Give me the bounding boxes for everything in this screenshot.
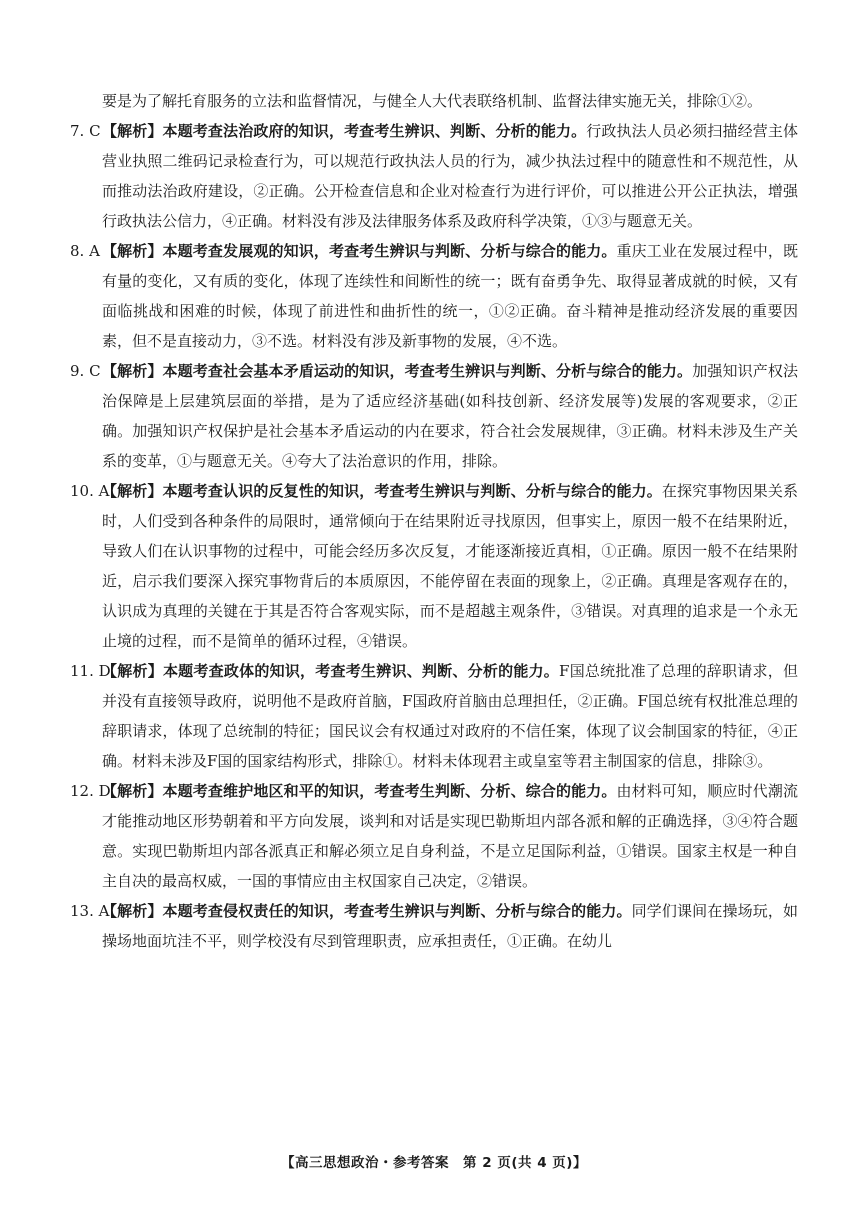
item-number: 10. A xyxy=(70,482,110,500)
item-number: 12. D xyxy=(70,782,111,800)
answer-content xyxy=(70,86,798,956)
intro-continuation: 要是为了解托育服务的立法和监督情况，与健全人大代表联络机制、监督法律实施无关，排除①②。 xyxy=(102,92,763,110)
answer-item-8 xyxy=(70,236,798,356)
page-footer: 【高三思想政治・参考答案 第 2 页(共 4 页)】 xyxy=(281,1155,587,1171)
answer-item-11 xyxy=(70,656,798,776)
analysis-heading: 【解析】本题考查政体的知识，考查考生辨识、判断、分析的能力。 xyxy=(102,662,560,680)
answer-item-12 xyxy=(70,776,798,896)
analysis-heading: 【解析】本题考查发展观的知识，考查考生辨识与判断、分析与综合的能力。 xyxy=(102,242,617,260)
analysis-heading: 【解析】本题考查法治政府的知识，考查考生辨识、判断、分析的能力。 xyxy=(102,122,587,140)
analysis-heading: 【解析】本题考查侵权责任的知识，考查考生辨识与判断、分析与综合的能力。 xyxy=(102,902,632,920)
analysis-heading: 【解析】本题考查社会基本矛盾运动的知识，考查考生辨识与判断、分析与综合的能力。 xyxy=(102,362,693,380)
analysis-body: 同学们课间在操场玩，如操场地面坑洼不平，则学校没有尽到管理职责，应承担责任，①正确。在幼儿 xyxy=(102,902,798,950)
item-number: 9. C xyxy=(70,362,101,380)
item-number: 11. D xyxy=(70,662,111,680)
analysis-body: 行政执法人员必须扫描经营主体营业执照二维码记录检查行为，可以规范行政执法人员的行为，减少执法过程中的随意性和不规范性，从而推动法治政府建设，②正确。公开检查信息和企业对检查行为进行评价，可以推进公开公正执法，增强行政执法公信力，④正确。材料没有涉及法律服务体系及政府科学决策，①③与题意无关。 xyxy=(102,122,798,230)
answer-item-9 xyxy=(70,356,798,476)
item-number: 7. C xyxy=(70,122,101,140)
analysis-body: F国总统批准了总理的辞职请求，但并没有直接领导政府，说明他不是政府首脑，F国政府首脑由总理担任，②正确。F国总统有权批准总理的辞职请求，体现了总统制的特征；国民议会有权通过对政府的不信任案，体现了议会制国家的特征，④正确。材料未涉及F国的国家结构形式，排除①。材料未体现君主或皇室等君主制国家的信息，排除③。 xyxy=(102,662,798,770)
item-number: 8. A xyxy=(70,242,100,260)
analysis-body: 由材料可知，顺应时代潮流才能推动地区形势朝着和平方向发展，谈判和对话是实现巴勒斯坦内部各派和解的正确选择，③④符合题意。实现巴勒斯坦内部各派真正和解必须立足自身利益，不是立足国际利益，①错误。国家主权是一种自主自决的最高权威，一国的事情应由主权国家自己决定，②错误。 xyxy=(102,782,798,890)
analysis-heading: 【解析】本题考查认识的反复性的知识，考查考生辨识与判断、分析与综合的能力。 xyxy=(102,482,662,500)
analysis-heading: 【解析】本题考查维护地区和平的知识，考查考生判断、分析、综合的能力。 xyxy=(102,782,617,800)
analysis-body: 在探究事物因果关系时，人们受到各种条件的局限时，通常倾向于在结果附近寻找原因，但事实上，原因一般不在结果附近，导致人们在认识事物的过程中，可能会经历多次反复，才能逐渐接近真相，①正确。原因一般不在结果附近，启示我们要深入探究事物背后的本质原因，不能停留在表面的现象上，②正确。真理是客观存在的，认识成为真理的关键在于其是否符合客观实际，而不是超越主观条件，③错误。对真理的追求是一个永无止境的过程，而不是简单的循环过程，④错误。 xyxy=(102,482,798,650)
answer-item-10 xyxy=(70,476,798,656)
answer-item-7 xyxy=(70,116,798,236)
answer-item-13 xyxy=(70,896,798,956)
analysis-body: 加强知识产权法治保障是上层建筑层面的举措，是为了适应经济基础(如科技创新、经济发展等)发展的客观要求，②正确。加强知识产权保护是社会基本矛盾运动的内在要求，符合社会发展规律，③正确。材料未涉及生产关系的变革，①与题意无关。④夸大了法治意识的作用，排除。 xyxy=(102,362,798,470)
item-number: 13. A xyxy=(70,902,110,920)
analysis-body: 重庆工业在发展过程中，既有量的变化，又有质的变化，体现了连续性和间断性的统一；既有奋勇争先、取得显著成就的时候，又有面临挑战和困难的时候，体现了前进性和曲折性的统一，①②正确。奋斗精神是推动经济发展的重要因素，但不是直接动力，③不选。材料没有涉及新事物的发展，④不选。 xyxy=(102,242,798,350)
